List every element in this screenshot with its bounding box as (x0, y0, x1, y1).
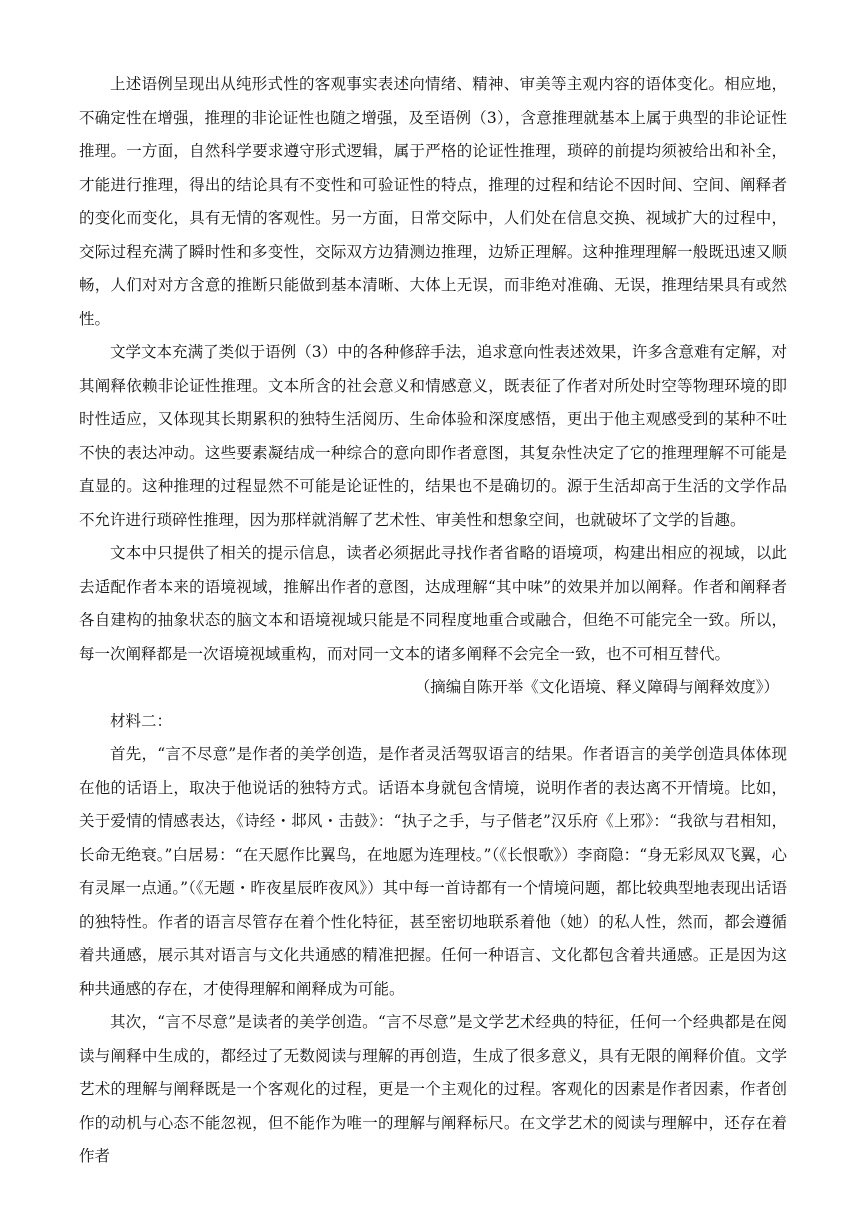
source-citation: （摘编自陈开举《文化语境、释义障碍与阐释效度》） (414, 678, 779, 696)
paragraph-literary-text: 文学文本充满了类似于语例（3）中的各种修辞手法，追求意向性表述效果，许多含意难有定解，对其阐释依赖非论证性推理。文本所含的社会意义和情感意义，既表征了作者对所处时空等物理环境的即时性适应，又体现其长期累积的独特生活阅历、生命体验和深度感悟，更出于他主观感受到的某种不吐不快的表达冲动。这些要素凝结成一种综合的意向即作者意图，其复杂性决定了它的推理理解不可能是直显的。这种推理的过程显然不可能是论证性的，结果也不是确切的。源于生活却高于生活的文学作品不允许进行琐碎性推理，因为那样就消解了艺术性、审美性和想象空间，也就破坏了文学的旨趣。 (79, 343, 787, 529)
paragraph-author-creation: 首先，“言不尽意”是作者的美学创造，是作者灵活驾驭语言的结果。作者语言的美学创造具体体现在他的话语上，取决于他说话的独特方式。话语本身就包含情境，说明作者的表达离不开情境。比如，关于爱情的情感表达，《诗经・邶风・击鼓》：“执子之手，与子偕老”汉乐府《上邪》：“我欲与君相知，长命无绝衰。”白居易：“在天愿作比翼鸟，在地愿为连理枝。”（《长恨歌》）李商隐：“身无彩凤双飞翼，心有灵犀一点通。”（《无题・昨夜星辰昨夜风》）其中每一首诗都有一个情境问题，都比较典型地表现出话语的独特性。作者的语言尽管存在着个性化特征，甚至密切地联系着他（她）的私人性，然而，都会遵循着共通感，展示其对语言与文化共通感的精准把握。任何一种语言、文化都包含着共通感。正是因为这种共通感的存在，才使得理解和阐释成为可能。 (79, 745, 787, 998)
document-body (79, 68, 787, 1174)
material-two-label: 材料二： (110, 711, 173, 730)
paragraph-reader-creation: 其次，“言不尽意”是读者的美学创造。“言不尽意”是文学艺术经典的特征，任何一个经典都是在阅读与阐释中生成的，都经过了无数阅读与理解的再创造，生成了很多意义，具有无限的阐释价值。文学艺术的理解与阐释既是一个客观化的过程，更是一个主观化的过程。客观化的因素是作者因素，作者创作的动机与心态不能忽视，但不能作为唯一的理解与阐释标尺。在文学艺术的阅读与理解中，还存在着作者 (79, 1013, 787, 1165)
paragraph-inference-types: 上述语例呈现出从纯形式性的客观事实表述向情绪、精神、审美等主观内容的语体变化。相应地，不确定性在增强，推理的非论证性也随之增强，及至语例（3），含意推理就基本上属于典型的非论证性推理。一方面，自然科学要求遵守形式逻辑，属于严格的论证性推理，琐碎的前提均须被给出和补全，才能进行推理，得出的结论具有不变性和可验证性的特点，推理的过程和结论不因时间、空间、阐释者的变化而变化，具有无情的客观性。另一方面，日常交际中，人们处在信息交换、视域扩大的过程中，交际过程充满了瞬时性和多变性，交际双方边猜测边推理，边矫正理解。这种推理理解一般既迅速又顺畅，人们对对方含意的推断只能做到基本清晰、大体上无误，而非绝对准确、无误，推理结果具有或然性。 (79, 75, 787, 328)
paragraph-context-reconstruction: 文本中只提供了相关的提示信息，读者必须据此寻找作者省略的语境项，构建出相应的视域，以此去适配作者本来的语境视域，推解出作者的意图，达成理解“其中味”的效果并加以阐释。作者和阐释者各自建构的抽象状态的脑文本和语境视域只能是不同程度地重合或融合，但绝不可能完全一致。所以，每一次阐释都是一次语境视域重构，而对同一文本的诸多阐释不会完全一致，也不可相互替代。 (79, 544, 787, 663)
